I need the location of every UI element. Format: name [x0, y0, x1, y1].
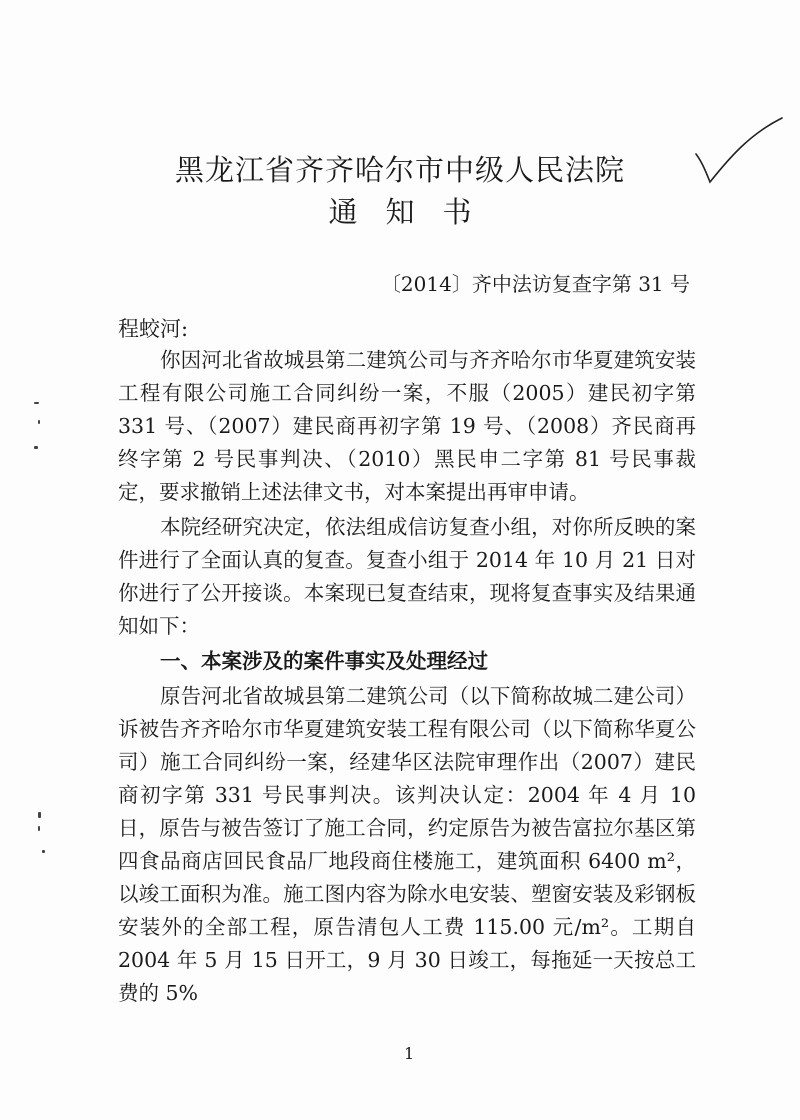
scan-speck	[42, 850, 45, 853]
document-number: 〔2014〕齐中法访复查字第 31 号	[380, 272, 690, 296]
document-body	[118, 344, 696, 1010]
section-paragraph: 原告河北省故城县第二建筑公司（以下简称故城二建公司）诉被告齐齐哈尔市华夏建筑安装工程有限公司（以下简称华夏公司）施工合同纠纷一案，经建华区法院审理作出（2007）建民商初字第 331 号民事判决。该判决认定：2004 年 4 月 10 日，原告与被告签订了施工合同，约定原告为被告富拉尔基区第四食品商店回民食品厂地段商住楼施工，建筑面积 6400 m²，以竣工面积为准。施工图内容为除水电安装、塑窗安装及彩钢板安装外的全部工程，原告清包人工费 115.00 元/m²。工期自 2004 年 5 月 15 日开工，9 月 30 日竣工，每拖延一天按总工费的 5%	[118, 684, 696, 1005]
scan-speck	[38, 812, 41, 818]
scan-speck	[38, 420, 40, 424]
doc-type-char: 书	[442, 195, 472, 229]
body-paragraph: 你因河北省故城县第二建筑公司与齐齐哈尔市华夏建筑安装工程有限公司施工合同纠纷一案，不服（2005）建民初字第331 号、（2007）建民商再初字第 19 号、（2008）齐民商再终字第 2 号民事判决、（2010）黑民申二字第 81 号民事裁定，要求撤销上述法律文书，对本案提出再审申请。	[118, 348, 696, 504]
section-heading: 一、本案涉及的案件事实及处理经过	[160, 649, 488, 673]
scan-speck	[34, 402, 39, 404]
page-number: 1	[404, 1044, 415, 1063]
scan-speck	[34, 446, 38, 449]
addressee: 程蛟河:	[118, 317, 189, 341]
doc-type-char: 通	[328, 195, 358, 229]
body-paragraph: 本院经研究决定，依法组成信访复查小组，对你所反映的案件进行了全面认真的复查。复查小组于 2014 年 10 月 21 日对你进行了公开接谈。本案现已复查结束，现将复查事实及结果通知如下：	[118, 515, 696, 638]
scan-speck	[38, 826, 40, 831]
document-type-title	[0, 190, 800, 231]
court-name-title: 黑龙江省齐齐哈尔市中级人民法院	[174, 153, 625, 187]
doc-type-char: 知	[385, 195, 415, 229]
